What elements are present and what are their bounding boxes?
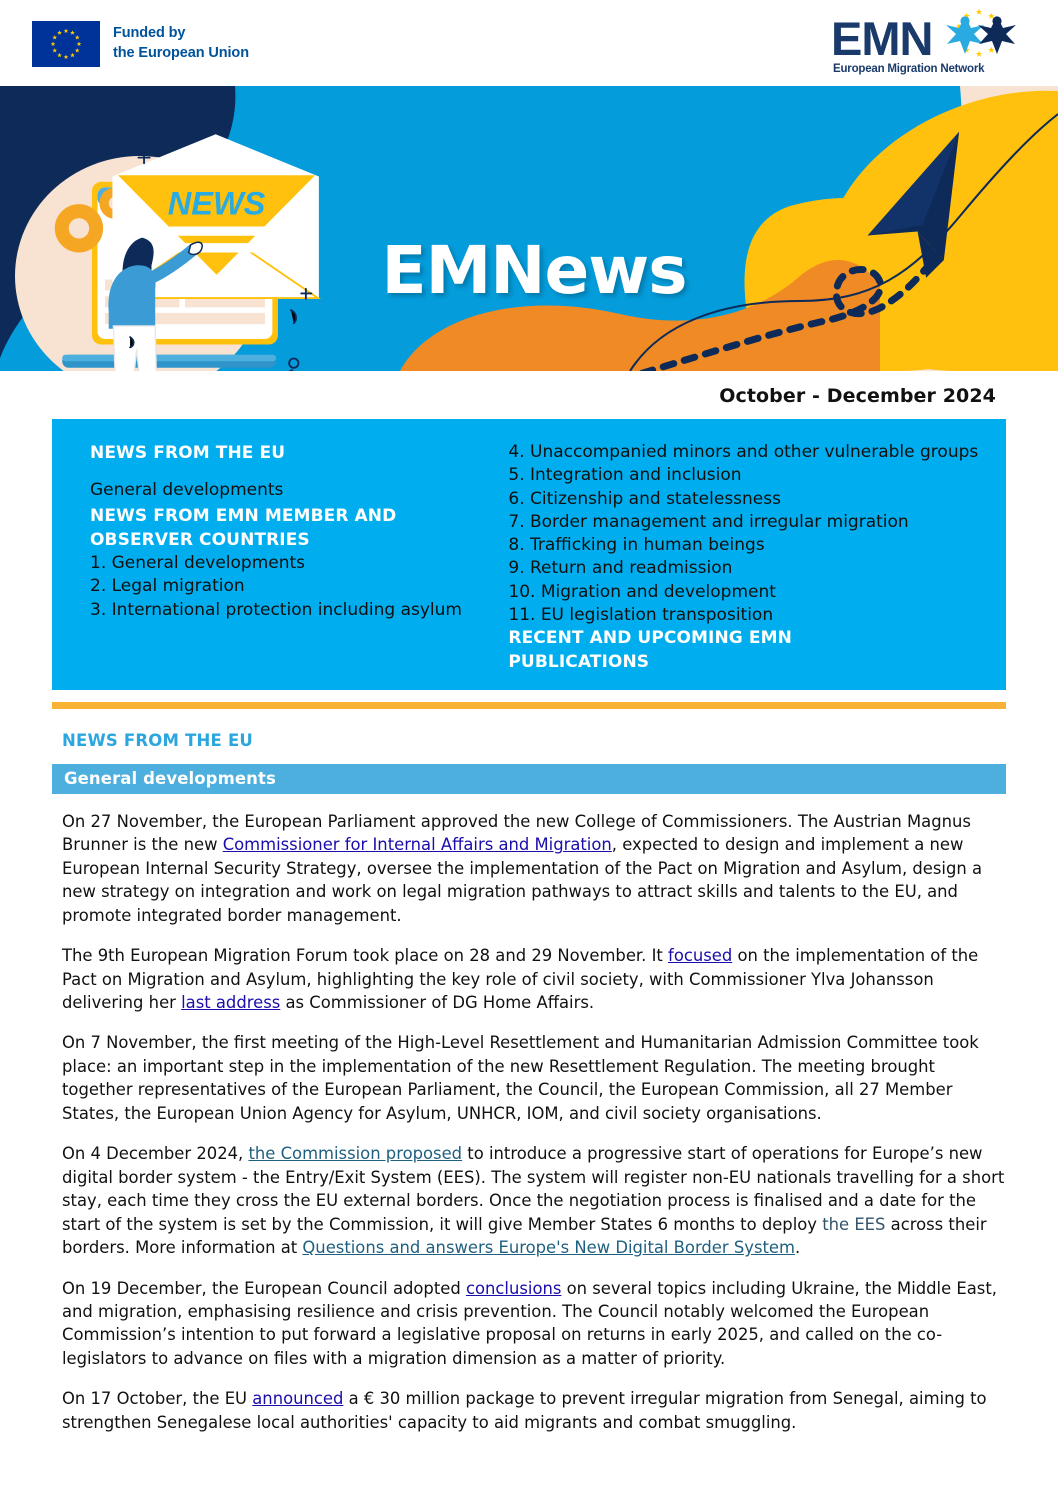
link-commission-proposed[interactable]: the Commission proposed bbox=[248, 1144, 463, 1164]
yellow-divider bbox=[52, 702, 1006, 709]
toc-item-1[interactable]: 1. General developments bbox=[90, 552, 306, 573]
paragraph-6 bbox=[62, 1387, 1010, 1434]
toc-item-4[interactable]: 4. Unaccompanied minors and other vulnerable groups bbox=[508, 442, 979, 462]
paragraph-2-text-a: The 9th European Migration Forum took place on 28 and 29 November. It bbox=[62, 946, 669, 966]
link-focused[interactable]: focused bbox=[668, 946, 733, 966]
toc-item-10[interactable]: 10. Migration and development bbox=[508, 581, 776, 602]
hero-banner bbox=[0, 86, 1058, 371]
toc-heading-emn-member-line2[interactable]: OBSERVER COUNTRIES bbox=[90, 529, 310, 550]
paragraph-1 bbox=[62, 810, 1010, 927]
toc-heading-publications-line1[interactable]: RECENT AND UPCOMING EMN bbox=[508, 628, 792, 649]
toc-item-11[interactable]: 11. EU legislation transposition bbox=[508, 604, 774, 625]
section-heading-news-from-eu: NEWS FROM THE EU bbox=[62, 730, 254, 750]
toc-heading-emn-member-line1[interactable]: NEWS FROM EMN MEMBER AND bbox=[90, 506, 397, 527]
toc-item-5[interactable]: 5. Integration and inclusion bbox=[508, 465, 742, 486]
paragraph-4 bbox=[62, 1142, 1010, 1259]
toc-item-6[interactable]: 6. Citizenship and statelessness bbox=[508, 488, 781, 509]
toc-item-general-developments[interactable]: General developments bbox=[90, 480, 284, 501]
link-commissioner-internal-affairs[interactable]: Commissioner for Internal Affairs and Migration bbox=[222, 835, 612, 855]
article-body bbox=[62, 810, 1010, 1434]
paragraph-5-text-a: On 19 December, the European Council adopted bbox=[62, 1278, 466, 1298]
hero-artwork bbox=[0, 86, 1058, 371]
toc-item-3[interactable]: 3. International protection including asylum bbox=[90, 599, 462, 620]
paragraph-1-text-a: On 27 November, the European Parliament approved the new College of Commissioners. The Austrian Magnus Brunner is the new bbox=[62, 811, 971, 855]
eu-funding-line1: Funded by bbox=[113, 25, 186, 42]
link-questions-answers-digital-border[interactable]: Questions and answers Europe's New Digital Border System bbox=[302, 1238, 795, 1258]
paragraph-4-highlight-ees: the EES bbox=[822, 1214, 886, 1234]
paragraph-6-text-a: On 17 October, the EU bbox=[62, 1389, 253, 1409]
toc-item-7[interactable]: 7. Border management and irregular migration bbox=[508, 511, 909, 532]
link-conclusions[interactable]: conclusions bbox=[465, 1278, 562, 1298]
paragraph-4-text-a: On 4 December 2024, bbox=[62, 1144, 249, 1164]
toc-item-2[interactable]: 2. Legal migration bbox=[90, 576, 245, 597]
emn-logo bbox=[827, 8, 1032, 80]
paragraph-3: On 7 November, the first meeting of the High-Level Resettlement and Humanitarian Admission Committee took place: an important step in the implementation of the new Resettlement Regulation. The meeting brought together representatives of the European Parliament, the Council, the European Commission, all 27 Member States, the European Union Agency for Asylum, UNHCR, IOM, and civil society organisations. bbox=[62, 1033, 979, 1123]
news-envelope-label: NEWS bbox=[167, 185, 266, 222]
hero-title: EMNews bbox=[381, 232, 687, 309]
toc-heading-news-from-eu[interactable]: NEWS FROM THE EU bbox=[90, 443, 286, 463]
paragraph-2-text-b: on the implementation of the Pact on Migration and Asylum, highlighting the key role of civil society, with Commissioner Ylva Johansson delivering her bbox=[62, 946, 979, 1012]
toc-item-8[interactable]: 8. Trafficking in human beings bbox=[508, 535, 765, 556]
paragraph-4-text-d: . bbox=[794, 1238, 801, 1258]
eu-funding-logo bbox=[32, 21, 249, 67]
paragraph-1-text-b: , expected to design and implement a new European Internal Security Strategy, oversee the implementation of the Pact on Migration and Asylum, design a new strategy on integration and work on legal migration pathways to attract skills and talents to the EU, and promote integrated border management. bbox=[62, 835, 983, 925]
paragraph-2 bbox=[62, 944, 1010, 1014]
toc-item-9[interactable]: 9. Return and readmission bbox=[508, 558, 733, 579]
table-of-contents bbox=[52, 419, 1006, 690]
toc-right-column bbox=[500, 441, 1006, 674]
subsection-heading-general-developments: General developments bbox=[52, 764, 1006, 794]
svg-text:European Migration Network: European Migration Network bbox=[833, 63, 985, 75]
paragraph-6-text-b: a € 30 million package to prevent irregular migration from Senegal, aiming to strengthen Senegalese local authorities' capacity to aid migrants and combat smuggling. bbox=[62, 1389, 987, 1432]
issue-date: October - December 2024 bbox=[719, 385, 996, 407]
eu-flag-icon bbox=[32, 21, 100, 67]
link-announced[interactable]: announced bbox=[252, 1389, 344, 1409]
eu-funding-line2: the European Union bbox=[113, 45, 249, 61]
paragraph-4-text-b: to introduce a progressive start of operations for Europe’s new digital border system - the Entry/Exit System (EES). The system will register non-EU nationals travelling for a short stay, each time they cross the EU external borders. Once the negotiation process is finalised and a date for the start of the system is set by the Commission, it will give Member States 6 months to deploy bbox=[62, 1144, 1005, 1234]
paragraph-4-text-c: across their borders. More information at bbox=[62, 1214, 987, 1258]
top-logo-strip bbox=[0, 0, 1058, 86]
toc-left-column bbox=[52, 441, 500, 674]
paragraph-5-text-b: on several topics including Ukraine, the Middle East, and migration, emphasising resilience and crisis prevention. The Council notably welcomed the European Commission’s intention to put forward a legislative proposal on returns in early 2025, and called on the co-legislators to advance on files with a migration dimension as a matter of priority. bbox=[62, 1278, 997, 1368]
eu-funding-label bbox=[113, 24, 249, 63]
paragraph-5 bbox=[62, 1277, 1010, 1371]
link-last-address[interactable]: last address bbox=[181, 992, 281, 1012]
toc-heading-publications-line2[interactable]: PUBLICATIONS bbox=[508, 651, 650, 672]
paragraph-2-text-c: as Commissioner of DG Home Affairs. bbox=[280, 992, 595, 1012]
svg-text:EMN: EMN bbox=[831, 12, 933, 65]
